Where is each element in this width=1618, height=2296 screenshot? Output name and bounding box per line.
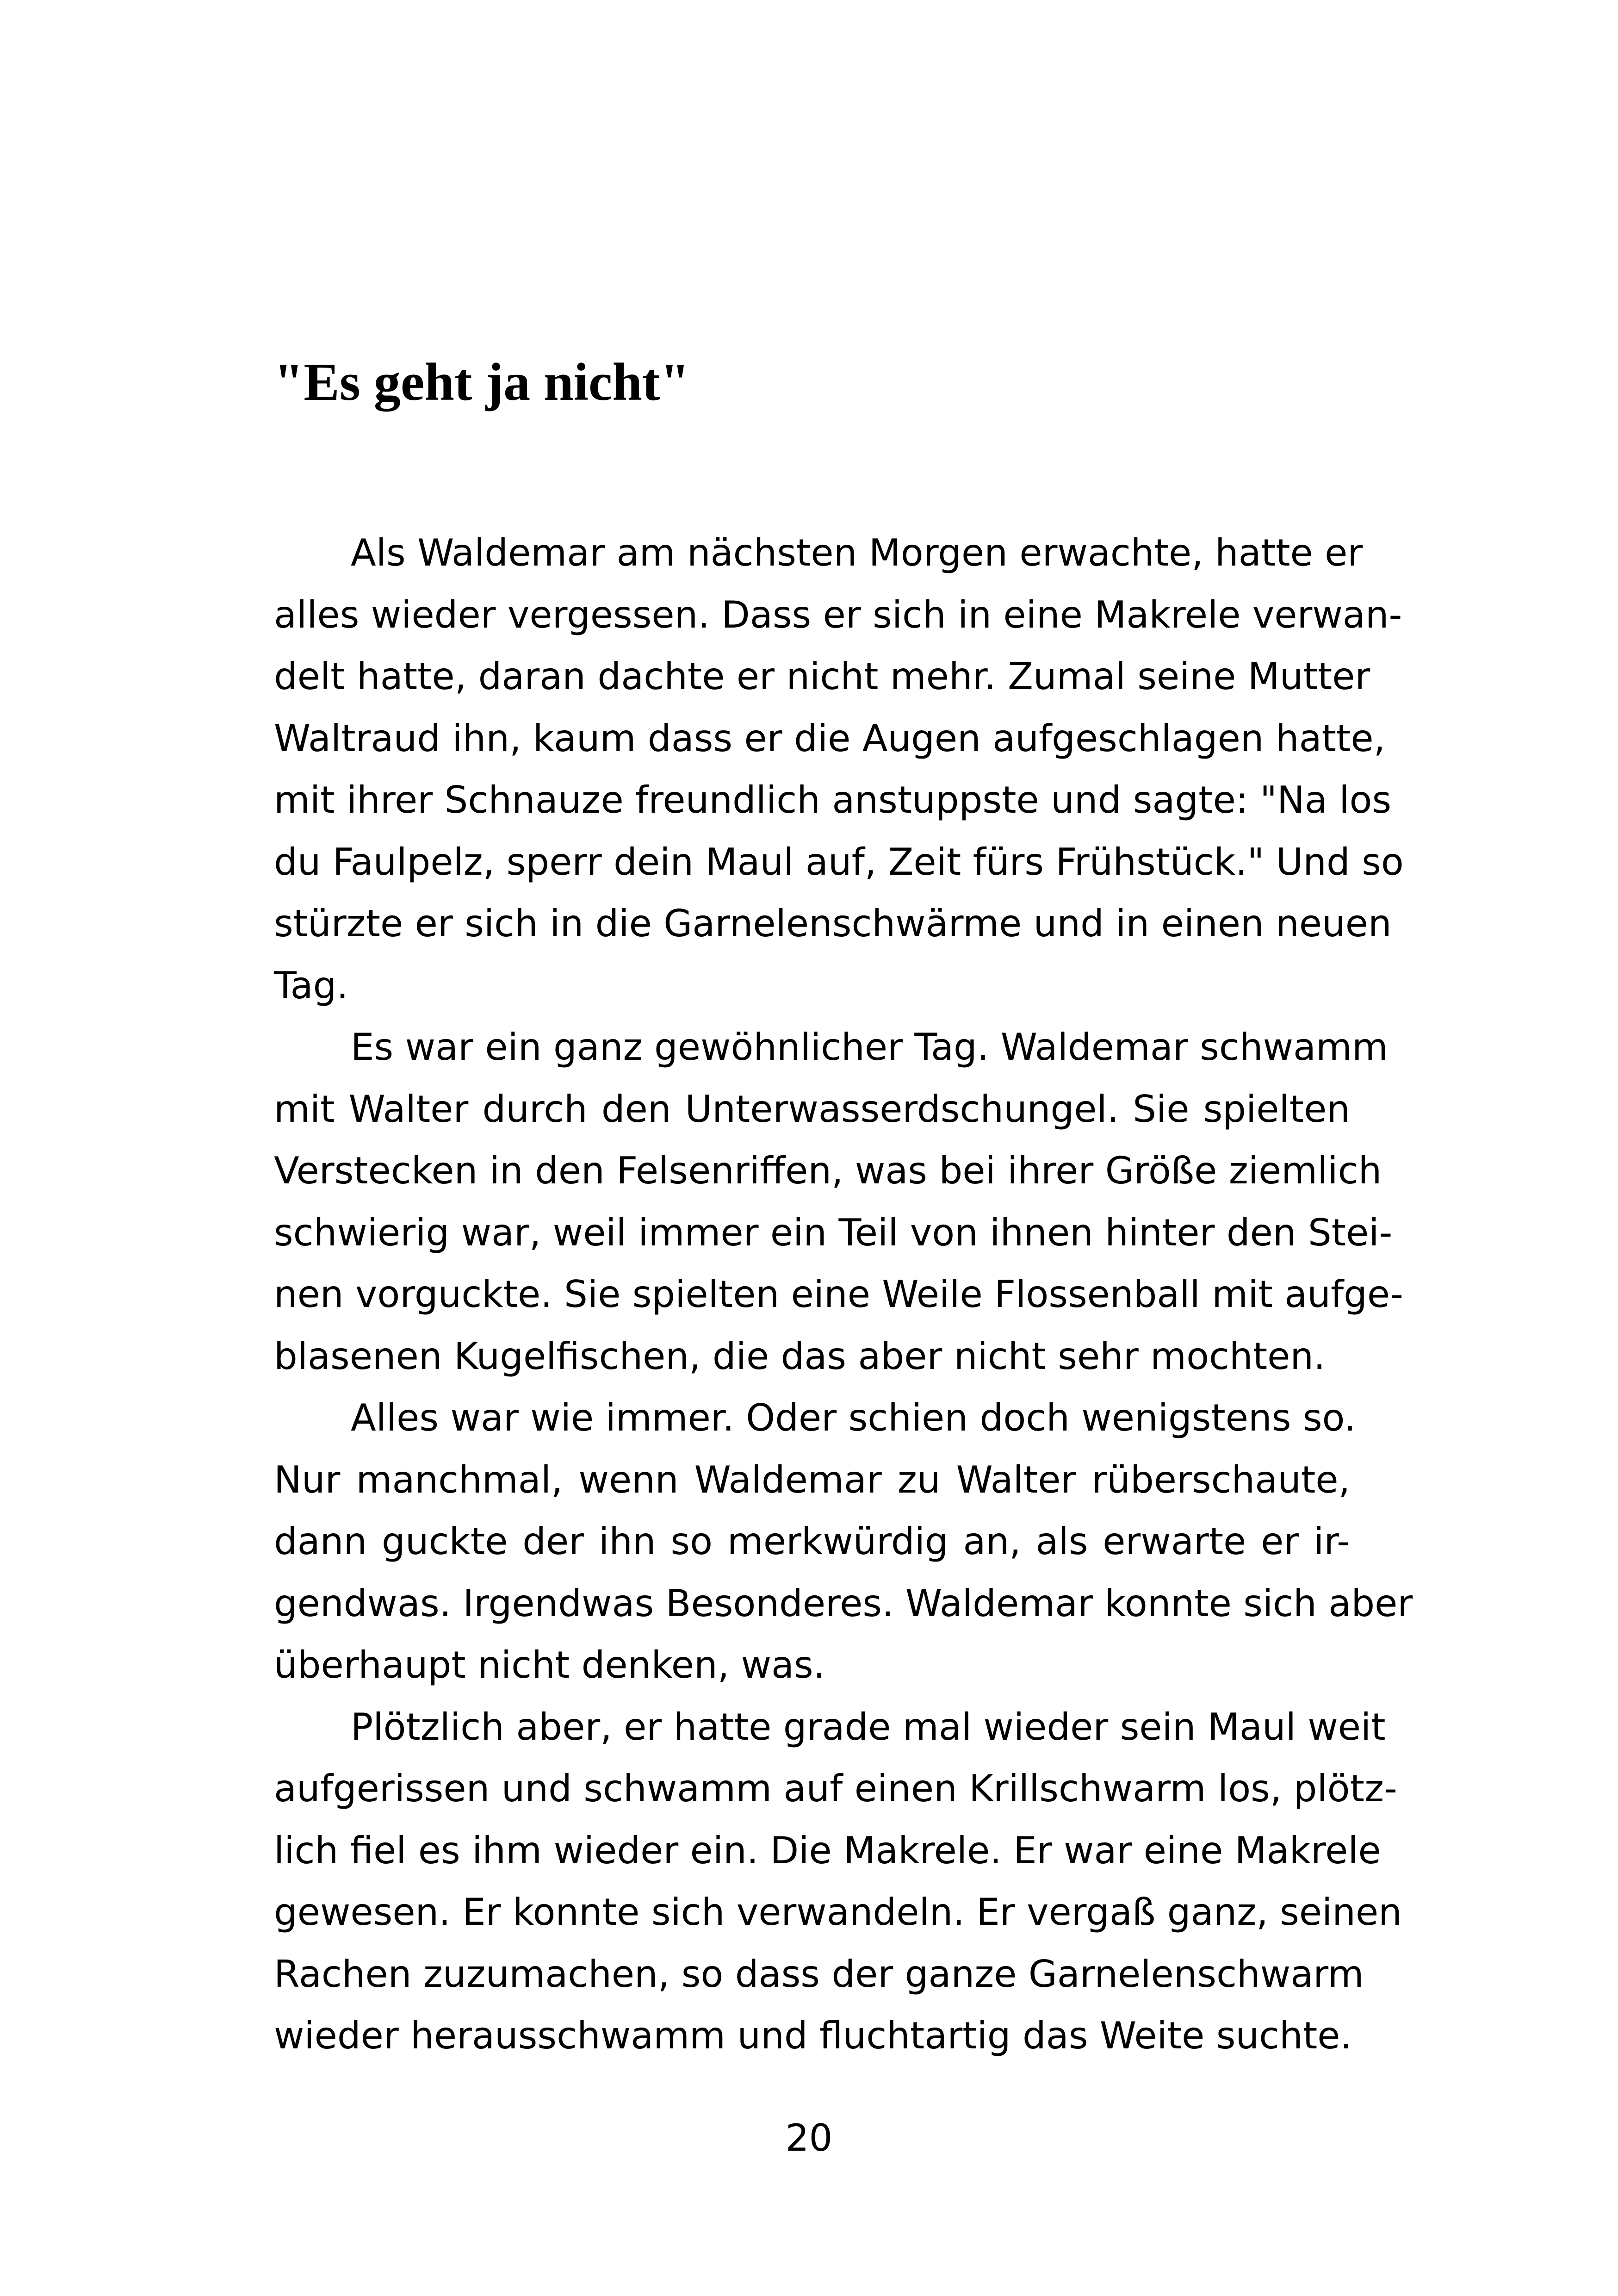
text-line: wieder herausschwamm und fluchtartig das Weite suchte. xyxy=(274,2014,1352,2057)
text-line: stürzte er sich in die Garnelenschwärme und in einen neuen xyxy=(274,902,1392,945)
text-line: aufgerissen und schwamm auf einen Krillschwarm los, plötz- xyxy=(274,1767,1397,1810)
text-line: Tag. xyxy=(274,964,348,1007)
paragraph xyxy=(274,1696,1402,2067)
page-number: 20 xyxy=(785,2116,833,2159)
text-line: du Faulpelz, sperr dein Maul auf, Zeit fürs Frühstück." Und so xyxy=(274,840,1404,884)
text-line: delt hatte, daran dachte er nicht mehr. Zumal seine Mutter xyxy=(274,655,1370,698)
text-line: überhaupt nicht denken, was. xyxy=(274,1643,825,1686)
text-line: Waltraud ihn, kaum dass er die Augen aufgeschlagen hatte, xyxy=(274,716,1386,760)
text-line: Plötzlich aber, er hatte grade mal wieder sein Maul weit xyxy=(351,1705,1386,1748)
text-line: mit ihrer Schnauze freundlich anstuppste und sagte: "Na los xyxy=(274,778,1392,821)
chapter-title: "Es geht ja nicht" xyxy=(274,353,690,412)
text-line: gendwas. Irgendwas Besonderes. Waldemar konnte sich aber xyxy=(274,1581,1413,1625)
text-line: Rachen zuzumachen, so dass der ganze Garnelenschwarm xyxy=(274,1952,1364,1996)
paragraph xyxy=(274,522,1404,1016)
paragraph xyxy=(274,1016,1403,1387)
text-line: mit Walter durch den Unterwasserdschungel. Sie spielten xyxy=(274,1087,1350,1131)
paragraph xyxy=(274,1387,1413,1696)
text-line: blasenen Kugelfischen, die das aber nicht sehr mochten. xyxy=(274,1334,1326,1378)
text-line: schwierig war, weil immer ein Teil von ihnen hinter den Stei- xyxy=(274,1211,1393,1254)
text-line: Es war ein ganz gewöhnlicher Tag. Waldemar schwamm xyxy=(351,1026,1388,1069)
text-line: dann guckte der ihn so merkwürdig an, als erwarte er ir- xyxy=(274,1520,1350,1563)
text-line: Als Waldemar am nächsten Morgen erwachte, hatte er xyxy=(351,531,1363,574)
text-line: lich fiel es ihm wieder ein. Die Makrele. Er war eine Makrele xyxy=(274,1829,1381,1872)
text-line: Verstecken in den Felsenriffen, was bei ihrer Größe ziemlich xyxy=(274,1149,1382,1192)
text-line: Nur manchmal, wenn Waldemar zu Walter rüberschaute, xyxy=(274,1458,1350,1501)
text-line: gewesen. Er konnte sich verwandeln. Er vergaß ganz, seinen xyxy=(274,1891,1402,1934)
text-line: Alles war wie immer. Oder schien doch wenigstens so. xyxy=(351,1396,1356,1439)
text-line: nen vorguckte. Sie spielten eine Weile Flossenball mit aufge- xyxy=(274,1273,1403,1316)
text-line: alles wieder vergessen. Dass er sich in eine Makrele verwan- xyxy=(274,593,1402,636)
body-text xyxy=(274,522,1413,2067)
